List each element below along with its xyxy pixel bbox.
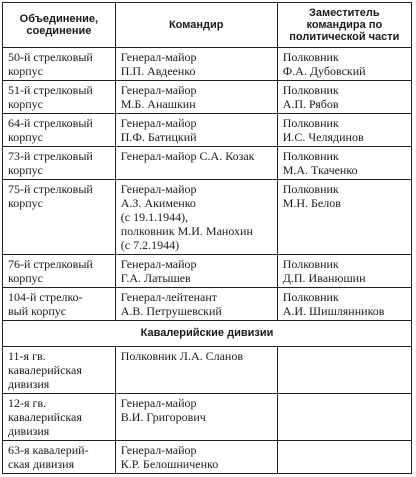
formation-cell: 50-й стрелковый корпус <box>3 48 116 81</box>
commander-cell: Генерал-майор П.Ф. Батицкий <box>115 114 277 147</box>
deputy-cell: Полковник А.И. Шишлянников <box>277 288 411 321</box>
header-formation: Объединение, соединение <box>3 3 116 48</box>
deputy-cell <box>277 347 411 394</box>
formation-cell: 75-й стрелковый корпус <box>3 180 116 255</box>
formation-cell: 51-й стрелковый корпус <box>3 81 116 114</box>
table-row <box>3 81 412 114</box>
deputy-cell: Полковник Д.П. Иванюшин <box>277 255 411 288</box>
header-row <box>3 3 412 48</box>
table-row <box>3 147 412 180</box>
commander-cell: Генерал-майор С.А. Козак <box>115 147 277 180</box>
commander-cell: Генерал-майор П.П. Авдеенко <box>115 48 277 81</box>
formation-cell: 73-й стрелковый корпус <box>3 147 116 180</box>
deputy-cell <box>277 441 411 474</box>
commander-cell: Генерал-лейтенант А.В. Петрушевский <box>115 288 277 321</box>
table-row <box>3 441 412 474</box>
section-row <box>3 321 412 347</box>
deputy-cell: Полковник М.Н. Белов <box>277 180 411 255</box>
deputy-cell: Полковник Ф.А. Дубовский <box>277 48 411 81</box>
commander-cell: Полковник Л.А. Сланов <box>115 347 277 394</box>
formation-cell: 63-я кавалерий- ская дивизия <box>3 441 116 474</box>
deputy-cell <box>277 394 411 441</box>
deputy-cell: Полковник И.С. Челядинов <box>277 114 411 147</box>
formation-cell: 64-й стрелковый корпус <box>3 114 116 147</box>
table-row <box>3 288 412 321</box>
table-row <box>3 394 412 441</box>
commander-cell: Генерал-майор В.И. Григорович <box>115 394 277 441</box>
header-deputy: Заместитель командира по политической части <box>277 3 411 48</box>
commander-cell: Генерал-майор Г.А. Латышев <box>115 255 277 288</box>
formation-cell: 12-я гв. кавалерийская дивизия <box>3 394 116 441</box>
table-row <box>3 114 412 147</box>
deputy-cell: Полковник М.А. Ткаченко <box>277 147 411 180</box>
formation-cell: 104-й стрелко- вый корпус <box>3 288 116 321</box>
commanders-table <box>2 2 412 474</box>
table-row <box>3 347 412 394</box>
table-row <box>3 255 412 288</box>
commander-cell: Генерал-майор М.Б. Анашкин <box>115 81 277 114</box>
commander-cell: Генерал-майор К.Р. Белошниченко <box>115 441 277 474</box>
header-commander: Командир <box>115 3 277 48</box>
deputy-cell: Полковник А.П. Рябов <box>277 81 411 114</box>
formation-cell: 76-й стрелковый корпус <box>3 255 116 288</box>
commander-cell: Генерал-майор А.З. Акименко (с 19.1.1944), полковник М.И. Манохин (с 7.2.1944) <box>115 180 277 255</box>
table-row <box>3 48 412 81</box>
table-row <box>3 180 412 255</box>
formation-cell: 11-я гв. кавалерийская дивизия <box>3 347 116 394</box>
section-title: Кавалерийские дивизии <box>3 321 412 347</box>
